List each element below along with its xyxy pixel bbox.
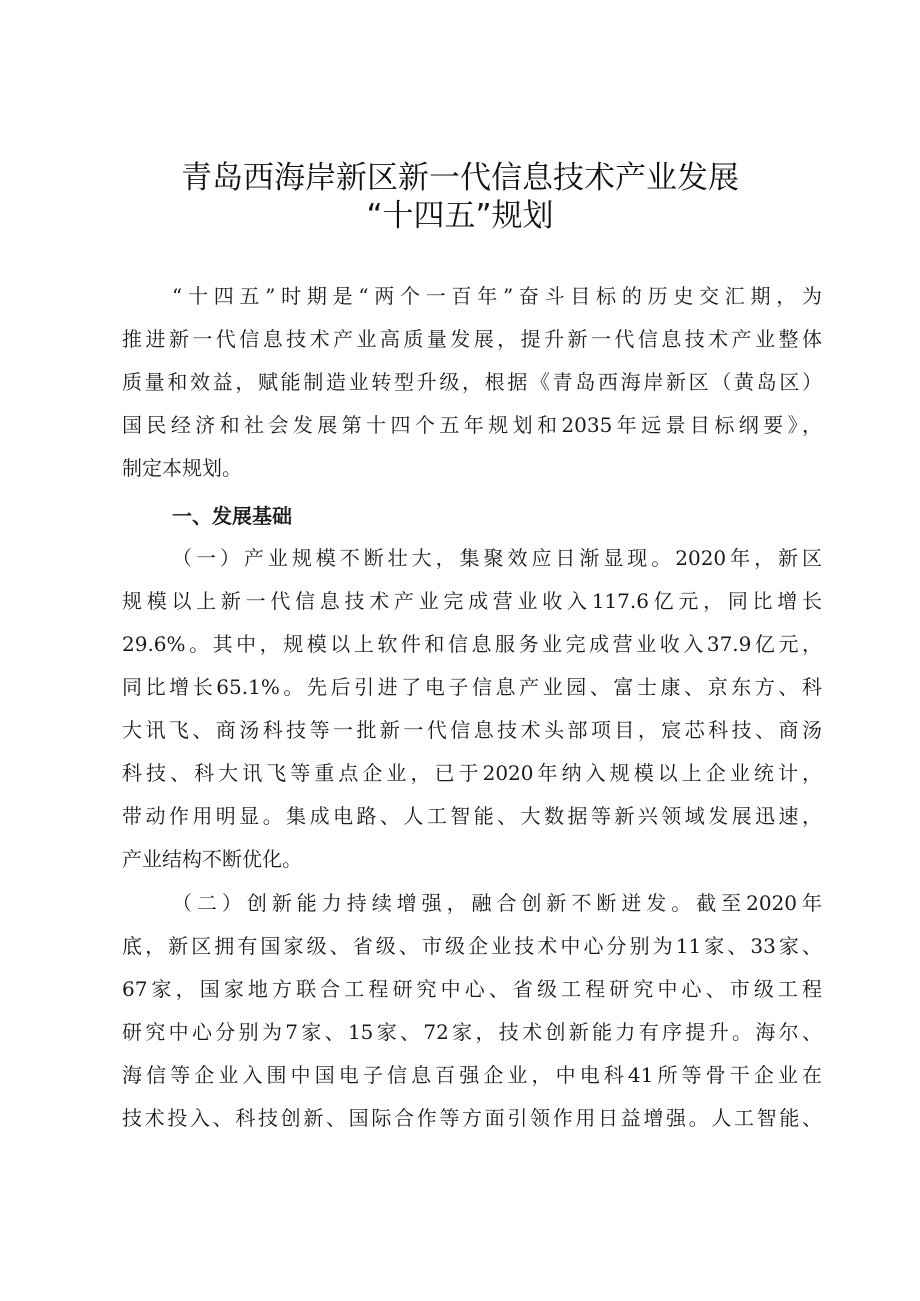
para2-line: （二）创新能力持续增强，融合创新不断迸发。截至2020年 (172, 891, 822, 915)
para2-line: 技术投入、科技创新、国际合作等方面引领作用日益增强。人工智能、 (122, 1106, 822, 1130)
para1-line: 规模以上新一代信息技术产业完成营业收入117.6亿元，同比增长 (122, 589, 822, 613)
para1-line: 产业结构不断优化。 (122, 847, 302, 871)
para1-line: 29.6%。其中，规模以上软件和信息服务业完成营业收入37.9亿元， (122, 632, 822, 656)
intro-line: “十四五”时期是“两个一百年”奋斗目标的历史交汇期，为 (172, 284, 822, 308)
section-heading: 一、发展基础 (172, 504, 292, 528)
intro-line: 质量和效益，赋能制造业转型升级，根据《青岛西海岸新区（黄岛区） (122, 370, 822, 394)
document-title-line-2: “十四五”规划 (366, 198, 554, 234)
para2-line: 研究中心分别为7家、15家、72家，技术创新能力有序提升。海尔、 (122, 1020, 822, 1044)
para1-line: （一）产业规模不断壮大，集聚效应日渐显现。2020年，新区 (172, 546, 822, 570)
intro-line: 国民经济和社会发展第十四个五年规划和2035年远景目标纲要》， (122, 413, 822, 437)
para1-line: 同比增长65.1%。先后引进了电子信息产业园、富士康、京东方、科 (122, 675, 822, 699)
intro-line: 推进新一代信息技术产业高质量发展，提升新一代信息技术产业整体 (122, 327, 822, 351)
para2-line: 67家，国家地方联合工程研究中心、省级工程研究中心、市级工程 (122, 977, 822, 1001)
para2-line: 底，新区拥有国家级、省级、市级企业技术中心分别为11家、33家、 (122, 934, 822, 958)
para1-line: 大讯飞、商汤科技等一批新一代信息技术头部项目，宸芯科技、商汤 (122, 718, 822, 742)
document-title-line-1: 青岛西海岸新区新一代信息技术产业发展 (181, 160, 739, 196)
para1-line: 带动作用明显。集成电路、人工智能、大数据等新兴领域发展迅速， (122, 804, 822, 828)
para1-line: 科技、科大讯飞等重点企业，已于2020年纳入规模以上企业统计， (122, 761, 822, 785)
intro-line: 制定本规划。 (122, 456, 242, 480)
para2-line: 海信等企业入围中国电子信息百强企业，中电科41所等骨干企业在 (122, 1063, 822, 1087)
